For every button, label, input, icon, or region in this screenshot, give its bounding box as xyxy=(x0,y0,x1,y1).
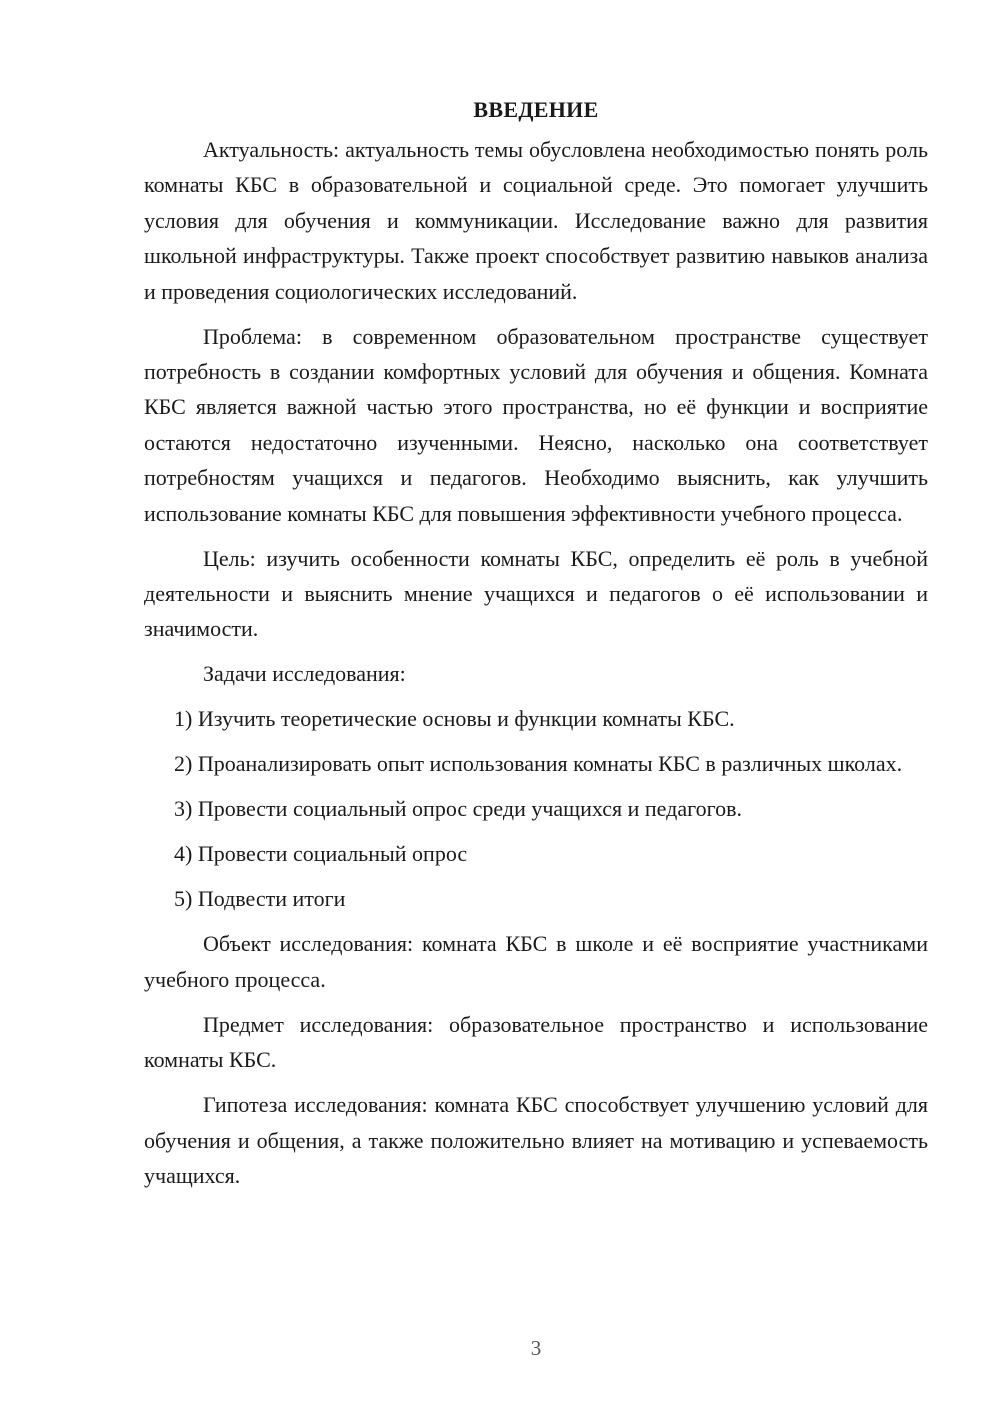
relevance-paragraph: Актуальность: актуальность темы обусловлена необходимостью понять роль комнаты КБС в образовательной и социальной среде. Это помогает улучшить условия для обучения и коммуникации. Исследование важно для развития школьной инфраструктуры. Также проект способствует развитию навыков анализа и проведения социологических исследований. xyxy=(144,137,928,304)
subject-paragraph: Предмет исследования: образовательное пространство и использование комнаты КБС. xyxy=(144,1011,928,1073)
tasks-heading: Задачи исследования: xyxy=(203,661,406,687)
task-item-5: 5) Подвести итоги xyxy=(174,886,346,912)
page-number: 3 xyxy=(530,1336,542,1360)
hypothesis-paragraph: Гипотеза исследования: комната КБС способствует улучшению условий для обучения и общения, а также положительно влияет на мотивацию и успеваемость учащихся. xyxy=(144,1092,928,1189)
problem-paragraph: Проблема: в современном образовательном пространстве существует потребность в создании комфортных условий для обучения и общения. Комната КБС является важной частью этого пространства, но её функции и восприятие остаются недостаточно изученными. Неясно, насколько она соответствует потребностям учащихся и педагогов. Необходимо выяснить, как улучшить использование комнаты КБС для повышения эффективности учебного процесса. xyxy=(144,323,928,526)
task-item-2: 2) Проанализировать опыт использования комнаты КБС в различных школах. xyxy=(174,751,903,777)
task-item-4: 4) Провести социальный опрос xyxy=(174,841,468,867)
object-paragraph: Объект исследования: комната КБС в школе и её восприятие участниками учебного процесса. xyxy=(144,931,928,992)
task-item-1: 1) Изучить теоретические основы и функции комнаты КБС. xyxy=(174,706,735,732)
page-title: ВВЕДЕНИЕ xyxy=(473,97,599,122)
document-page xyxy=(144,92,928,1203)
task-item-3: 3) Провести социальный опрос среди учащихся и педагогов. xyxy=(174,796,742,822)
goal-paragraph: Цель: изучить особенности комнаты КБС, определить её роль в учебной деятельности и выяснить мнение учащихся и педагогов о её использовании и значимости. xyxy=(144,545,928,642)
